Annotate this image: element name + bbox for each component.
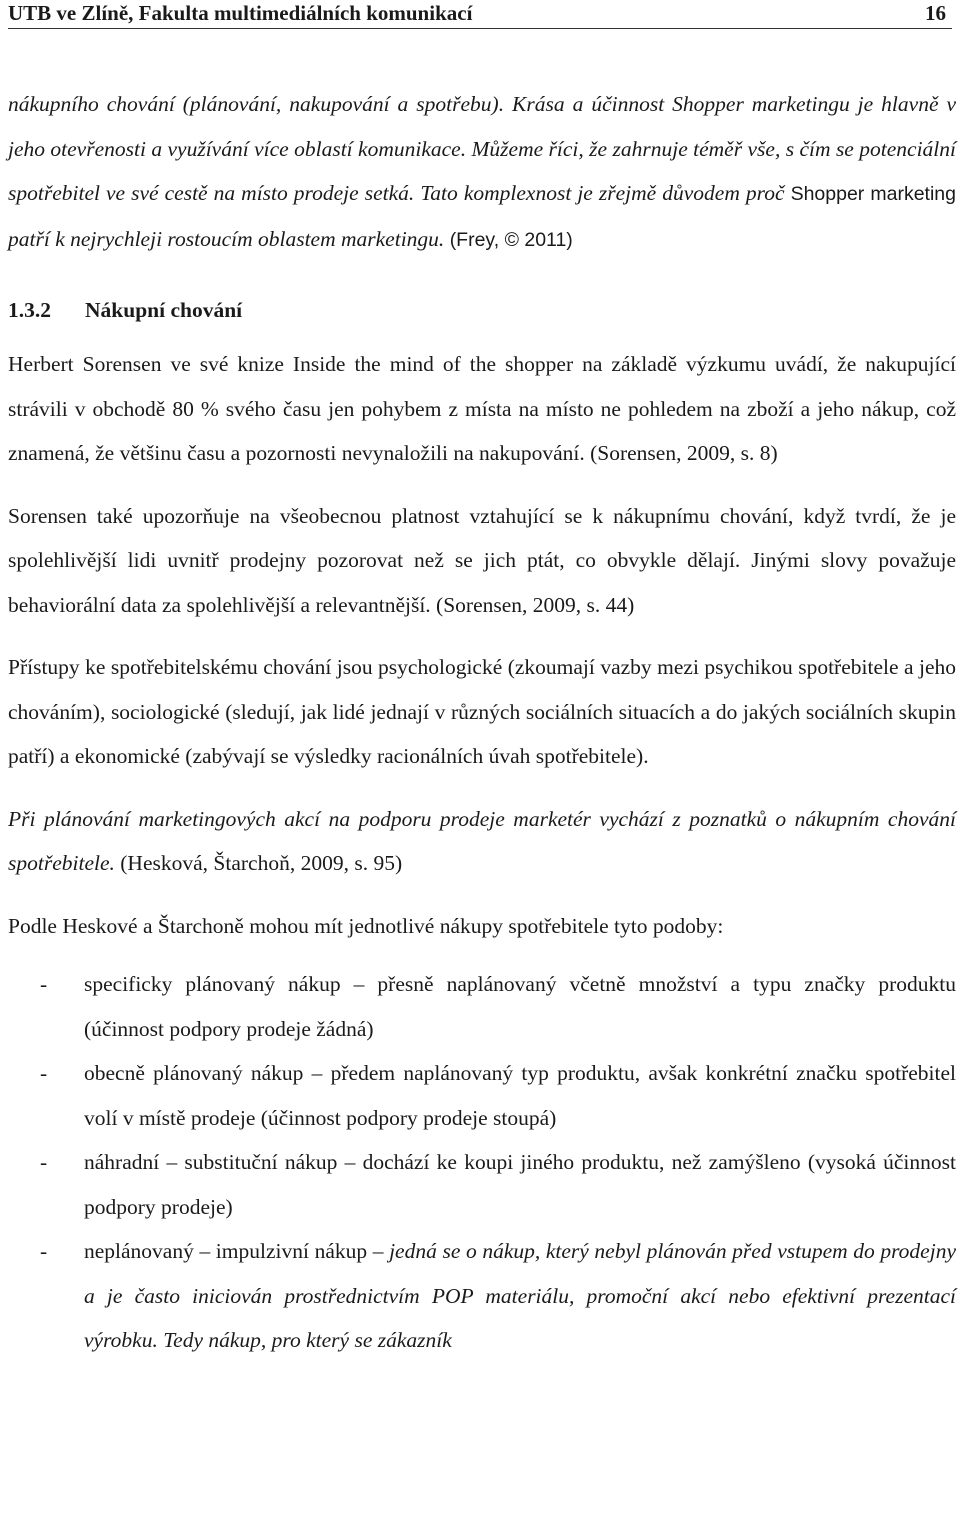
list-item	[8, 1140, 956, 1229]
paragraph-planning	[8, 797, 956, 886]
intro-sans-term: Shopper marketing	[790, 183, 956, 205]
list-item-text: obecně plánovaný nákup – předem naplánovaný typ produktu, avšak konkrétní značku spotřebitel volí v místě prodeje (účinnost podpory prodeje stoupá)	[84, 1061, 956, 1130]
page-content	[8, 82, 956, 1363]
section-number: 1.3.2	[8, 298, 51, 322]
list-item-italic: jedná se o nákup, který nebyl plánován před vstupem do prodejny a je často iniciován prostřednictvím POP materiálu, promoční akcí nebo efektivní prezentací výrobku. Tedy nákup, pro který se zákazník	[84, 1239, 956, 1352]
header-title: UTB ve Zlíně, Fakulta multimediálních komunikací	[8, 1, 473, 25]
list-item-text: neplánovaný – impulzivní nákup –	[84, 1239, 384, 1263]
list-item-text: specificky plánovaný nákup – přesně naplánovaný včetně množství a typu značky produktu (účinnost podpory prodeje žádná)	[84, 972, 956, 1041]
section-heading	[8, 288, 956, 332]
page-number: 16	[925, 1, 946, 25]
list-dash: -	[40, 1150, 48, 1174]
intro-italic-1: nákupního chování (plánování, nakupování a spotřebu). Krása a účinnost Shopper marketingu je hlavně v jeho otevřenosti a využívání více oblastí komunikace. Můžeme říci, že zahrnuje téměř vše, s čím se potenciální spotřebitel ve své cestě na místo prodeje setká. Tato komplexnost je zřejmě důvodem proč	[8, 92, 956, 205]
section-title: Nákupní chování	[85, 298, 243, 322]
paragraph-sorensen-behavior: Sorensen také upozorňuje na všeobecnou platnost vztahující se k nákupnímu chování, když tvrdí, že je spolehlivější lidi uvnitř prodejny pozorovat než se jich ptát, co obvykle dělají. Jinými slovy považuje behaviorální data za spolehlivější a relevantnější. (Sorensen, 2009, s. 44)	[8, 503, 956, 617]
planning-italic: Při plánování marketingových akcí na podporu prodeje marketér vychází z poznatků o nákupním chování spotřebitele.	[8, 806, 956, 875]
paragraph-approaches: Přístupy ke spotřebitelskému chování jsou psychologické (zkoumají vazby mezi psychikou spotřebitele a jeho chováním), sociologické (sledují, jak lidé jednají v různých sociálních situacích a do jakých sociálních skupin patří) a ekonomické (zabývají se výsledky racionálních úvah spotřebitele).	[8, 655, 956, 768]
intro-paragraph	[8, 82, 956, 262]
list-item	[8, 1229, 956, 1363]
purchase-types-list	[8, 962, 956, 1363]
planning-citation: (Hesková, Štarchoň, 2009, s. 95)	[120, 851, 403, 875]
intro-italic-2: patří k nejrychleji rostoucím oblastem marketingu.	[8, 226, 445, 251]
paragraph-forms-intro: Podle Heskové a Štarchoně mohou mít jednotlivé nákupy spotřebitele tyto podoby:	[8, 913, 724, 938]
list-item	[8, 1051, 956, 1140]
page-header	[8, 0, 952, 29]
list-dash: -	[40, 972, 48, 996]
list-item	[8, 962, 956, 1051]
list-item-text: náhradní – substituční nákup – dochází ke koupi jiného produktu, než zamýšleno (vysoká účinnost podpory prodeje)	[84, 1150, 956, 1219]
intro-citation: (Frey, © 2011)	[449, 228, 573, 251]
paragraph-sorensen-book: Herbert Sorensen ve své knize Inside the mind of the shopper na základě výzkumu uvádí, že nakupující strávili v obchodě 80 % svého času jen pohybem z místa na místo ne pohledem na zboží a jeho nákup, což znamená, že většinu času a pozornosti nevynaložili na nakupování. (Sorensen, 2009, s. 8)	[8, 352, 956, 465]
list-dash: -	[40, 1061, 48, 1085]
list-dash: -	[40, 1239, 48, 1263]
